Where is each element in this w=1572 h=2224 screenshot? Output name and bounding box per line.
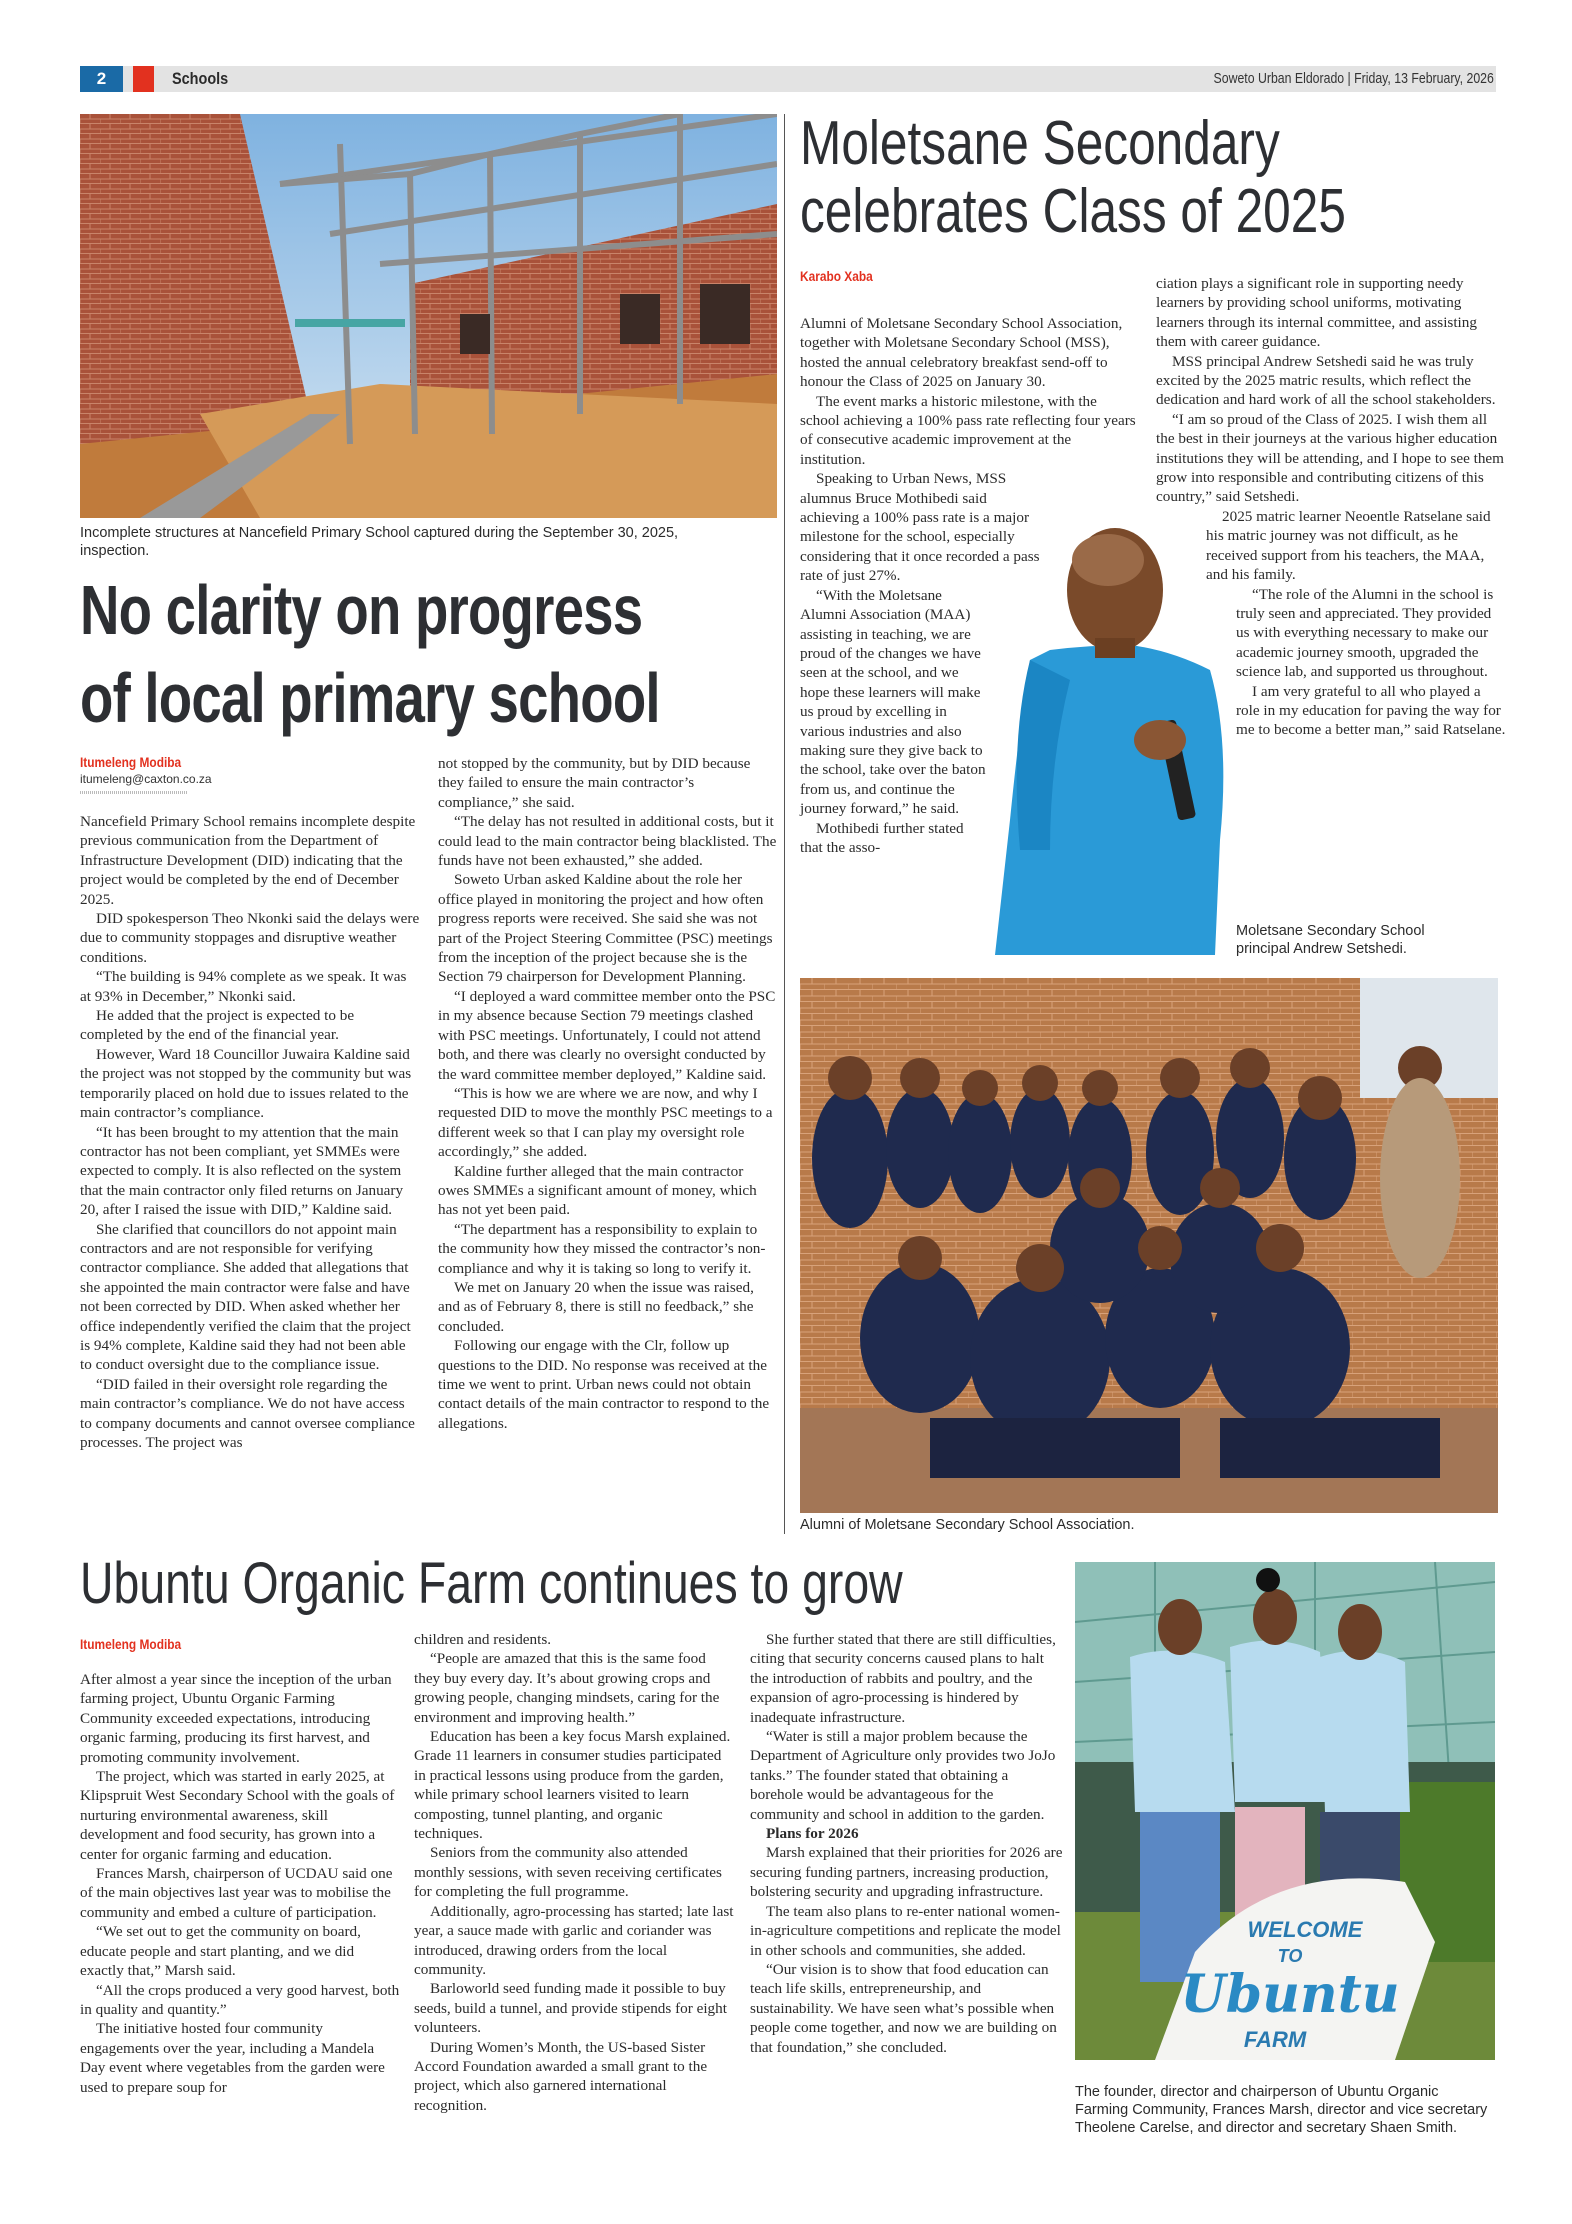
construction-photo-caption: Incomplete structures at Nancefield Primary School captured during the September 30, 2025, inspection. (80, 525, 679, 559)
paragraph: “The role of the Alumni in the school is truly seen and appreciated. They provided us with everything necessary to make our academic journey smooth, upgraded the science lab, and supported us throughout. (1236, 585, 1494, 681)
article3-byline: Itumeleng Modiba (80, 1636, 182, 1652)
paragraph: ciation plays a significant role in supporting needy learners by providing school uniforms, motivating learners through its internal committee, and assisting them with career guidance. (1156, 275, 1477, 351)
paragraph: Frances Marsh, chairperson of UCDAU said one of the main objectives last year was to mobilise the community and embed a culture of participation. (80, 1865, 393, 1921)
paragraph: not stopped by the community, but by DID because they failed to ensure the main contractor’s compliance,” she said. (438, 755, 751, 811)
paragraph: She clarified that councillors do not appoint main contractors and are not responsible for verifying contractor compliance. She added that allegations that she appointed the main contractor were false and have not been corrected by DID. When asked whether her office independently verified the claim that the project is 94% complete, Kaldine said they had not been able to conduct oversight due to the compliance issue. (80, 1220, 411, 1374)
paragraph: However, Ward 18 Councillor Juwaira Kaldine said the project was not stopped by the community but was temporarily placed on hold due to issues related to the main contractor’s compliance. (80, 1045, 412, 1122)
construction-image (80, 114, 777, 518)
paragraph: The project, which was started in early 2025, at Klipspruit West Secondary School with the goals of nurturing environmental awareness, skill development and food security, has grown into a center for organic farming and education. (80, 1768, 395, 1863)
paragraph: “The delay has not resulted in additional costs, but it could lead to the main contractor being blacklisted. The funds have not been exhausted,” she added. (438, 813, 777, 870)
article3-column2 (414, 1630, 734, 2115)
paragraph: Nancefield Primary School remains incomplete despite previous communication from the Department of Infrastructure Development (DID) indicating that the project would be completed by the end of December 2025. (80, 813, 416, 908)
alumni-photo-caption: Alumni of Moletsane Secondary School Association. (800, 1517, 1135, 1533)
article2-column2 (1156, 274, 1506, 740)
paragraph: The event marks a historic milestone, with the school achieving a 100% pass rate reflecting four years of consecutive academic improvement at the institution. (800, 392, 1136, 468)
paragraph: “I deployed a ward committee member onto the PSC in my absence because Section 79 meetings clashed with PSC meetings. Unfortunately, I could not attend both, and there was clearly no oversight conducted by the ward committee member deployed,” Kaldine said. (438, 987, 776, 1083)
paragraph: “It has been brought to my attention that the main contractor has not been compliant, yet SMMEs were expected to comply. It is also reflected on the system that the main contractor only filed returns on January 20, after I raised the issue with DID,” Kaldine said. (80, 1123, 404, 1219)
article2-headline-line2: celebrates Class of 2025 (800, 177, 1346, 246)
sign-to: TO (1277, 1946, 1303, 1966)
paragraph: “I am so proud of the Class of 2025. I wish them all the best in their journeys at the various higher education institutions they will be attending, and I hope to see them grow into responsible and contributing citizens of this country,” said Setshedi. (1156, 410, 1504, 506)
paragraph: Following our engage with the Clr, follow up questions to the DID. No response was received at the time we went to print. Urban news could not obtain contact details of the main contractor to respond to the allegations. (438, 1337, 770, 1432)
article3-column3 (750, 1630, 1065, 2057)
paragraph: Barloworld seed funding made it possible to buy seeds, build a tunnel, and provide stipends for eight volunteers. (414, 1980, 727, 2037)
subheading: Plans for 2026 (766, 1825, 859, 1843)
sign-welcome: WELCOME (1247, 1917, 1363, 1942)
paragraph: DID spokesperson Theo Nkonki said the delays were due to community stoppages and disruptive weather conditions. (80, 910, 420, 966)
section-label: Schools (172, 69, 229, 88)
ubuntu-photo-caption: The founder, director and chairperson of Ubuntu Organic Farming Community, Frances Marsh, director and vice secretary Theolene Carelse, and director and secretary Shaen Smith. (1075, 2084, 1488, 2136)
paragraph: “This is how we are where we are now, and why I requested DID to move the monthly PSC meetings to a different week so that I can play my oversight role accordingly,” she added. (438, 1084, 773, 1161)
paragraph: children and residents. (414, 1631, 552, 1648)
paragraph: “DID failed in their oversight role regarding the main contractor’s compliance. We do not have access to company documents and cannot oversee compliance processes. The project was (80, 1375, 415, 1451)
paragraph: During Women’s Month, the US-based Sister Accord Foundation awarded a small grant to the project, which also garnered international recognition. (414, 2038, 708, 2114)
article1-headline-line2: of local primary school (80, 659, 660, 737)
article3-headline: Ubuntu Organic Farm continues to grow (80, 1551, 903, 1616)
paragraph: MSS principal Andrew Setshedi said he was truly excited by the 2025 matric results, which reflect the dedication and hard work of all the school stakeholders. (1156, 352, 1496, 409)
article1-author-email[interactable]: itumeleng@caxton.co.za (80, 772, 212, 786)
alumni-group-image (800, 978, 1498, 1513)
article2-headline-line1: Moletsane Secondary (800, 109, 1280, 178)
construction-photo (80, 114, 777, 518)
paragraph: “Water is still a major problem because the Department of Agriculture only provides two JoJo tanks.” The founder stated that obtaining a borehole would be advantageous for the community and school in addition to the garden. (750, 1728, 1056, 1823)
paragraph: Speaking to Urban News, MSS alumnus Bruce Mothibedi said achieving a 100% pass rate is a major milestone for the school, especially considering that it once recorded a pass rate of just 27%. (800, 470, 1040, 585)
paragraph: “With the Moletsane Alumni Association (MAA) assisting in teaching, we are proud of the changes we have seen at the school, and we hope these learners will make us proud by excelling in various industries and also making sure they give back to the school, take over the baton from us, and continue the journey forward,” he said. (800, 586, 986, 818)
sign-farm: FARM (1243, 2027, 1307, 2052)
paragraph: The initiative hosted four community engagements over the year, including a Mandela Day event where vegetables from the garden were used to prepare soup for (80, 2020, 385, 2096)
article2-column1 (800, 314, 1140, 857)
paragraph: Marsh explained that their priorities for 2026 are securing funding partners, increasing production, bolstering security and upgrading infrastructure. (750, 1844, 1063, 1901)
paragraph: Education has been a key focus Marsh explained. Grade 11 learners in consumer studies participated in practical lessons using produce from the garden, while primary school learners visited to learn composting, tunnel planting, and organic techniques. (414, 1728, 731, 1843)
ubuntu-farm-photo (1075, 1562, 1495, 2060)
paragraph: Additionally, agro-processing has started; late last year, a sauce made with garlic and coriander was introduced, drawing orders from the local community. (414, 1902, 734, 1978)
article2-byline: Karabo Xaba (800, 268, 873, 284)
ubuntu-farm-image (1075, 1562, 1495, 2060)
paragraph: She further stated that there are still difficulties, citing that security concerns caused plans to halt the introduction of rabbits and poultry, and the expansion of agro-processing is hindered by inadequate infrastructure. (750, 1631, 1056, 1726)
paragraph: “All the crops produced a very good harvest, both in quality and quantity.” (80, 1981, 400, 2018)
paragraph: The team also plans to re-enter national women-in-agriculture competitions and replicate the model in other schools and communities, she added. (750, 1902, 1061, 1959)
paragraph: We met on January 20 when the issue was raised, and as of February 8, there is still no feedback,” she concluded. (438, 1278, 754, 1335)
paragraph: “We set out to get the community on board, educate people and start planting, and we did exactly that,” Marsh said. (80, 1923, 361, 1980)
paragraph: Seniors from the community also attended monthly sessions, with seven receiving certificates for completing the full programme. (414, 1844, 722, 1901)
paragraph: “People are amazed that this is the same food they buy every day. It’s about growing crops and growing people, changing mindsets, caring for the environment and improving health.” (414, 1650, 720, 1726)
sign-ubuntu: Ubuntu (1180, 1964, 1400, 2025)
paragraph: Alumni of Moletsane Secondary School Association, together with Moletsane Secondary School (MSS), hosted the annual celebratory breakfast send-off to honour the Class of 2025 on January 30. (800, 315, 1123, 391)
column-divider (784, 114, 785, 1534)
byline-divider (80, 791, 187, 794)
paragraph: He added that the project is expected to be completed by the end of the financial year. (80, 1007, 355, 1044)
paragraph: Mothibedi further stated that the asso- (800, 819, 964, 856)
paragraph: “Our vision is to show that food education can teach life skills, entrepreneurship, and sustainability. We have seen what’s possible when people come together, and now we are building on that foundation,” she concluded. (750, 1960, 1057, 2056)
paragraph: After almost a year since the inception of the urban farming project, Ubuntu Organic Farming Community exceeded expectations, introducing organic farming, producing its first harvest, and promoting community involvement. (80, 1671, 392, 1766)
section-color-tab (133, 66, 154, 92)
alumni-group-photo (800, 978, 1498, 1513)
paragraph: “The building is 94% complete as we speak. It was at 93% in December,” Nkonki said. (80, 968, 407, 1005)
article1-column1 (80, 812, 420, 1452)
article1-column2 (438, 754, 778, 1433)
paragraph: 2025 matric learner Neoentle Ratselane said his matric journey was not difficult, as he received support from his teachers, the MAA, and his family. (1206, 507, 1491, 584)
principal-photo-caption: Moletsane Secondary School principal Andrew Setshedi. (1236, 923, 1425, 957)
paragraph: Kaldine further alleged that the main contractor owes SMMEs a significant amount of money, which has not yet been paid. (438, 1162, 757, 1219)
page-number: 2 (80, 66, 123, 92)
article3-column1 (80, 1670, 400, 2097)
paragraph: Soweto Urban asked Kaldine about the role her office played in monitoring the project and how often progress reports were received. She said she was not part of the Project Steering Committee (PSC) meetings from the inception of the project because she is the Section 79 chairperson for Development Planning. (438, 871, 773, 986)
dateline: Soweto Urban Eldorado | Friday, 13 February, 2026 (1213, 70, 1494, 87)
paragraph: “The department has a responsibility to explain to the community how they missed the contractor’s non-compliance and why it is taking so long to verify it. (438, 1220, 766, 1277)
paragraph: I am very grateful to all who played a role in my education for paving the way for me to become a better man,” said Ratselane. (1236, 682, 1506, 739)
article1-headline-line1: No clarity on progress (80, 571, 643, 649)
article1-byline: Itumeleng Modiba (80, 754, 182, 770)
